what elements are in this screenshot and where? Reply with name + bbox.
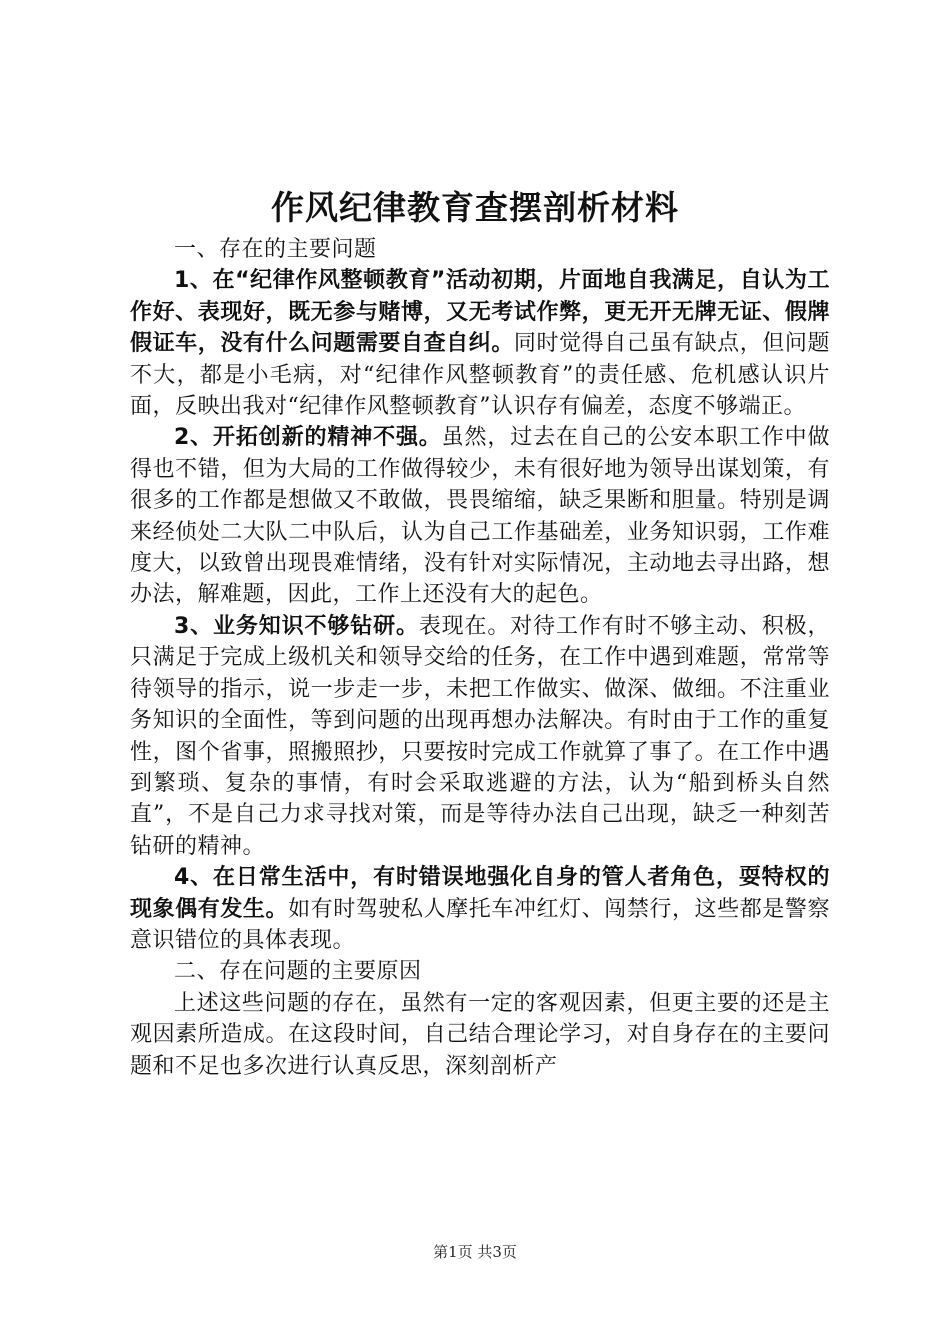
paragraph-lead: 2、开拓创新的精神不强。 <box>174 425 442 451</box>
page-footer: 第1页 共3页 <box>433 1243 517 1261</box>
paragraph-item-1 <box>130 265 830 422</box>
document-body <box>130 234 830 1082</box>
paragraph-text: 表现在。对待工作有时不够主动、积极，只满足于完成上级机关和领导交给的任务，在工作中遇到难题，常常等待领导的指示，说一步走一步，未把工作做实、做深、做细。不注重业务知识的全面性，等到问题的出现再想办法解决。有时由于工作的重复性，图个省事，照搬照抄，只要按时完成工作就算了事了。在工作中遇到繁琐、复杂的事情，有时会采取逃避的方法，认为“船到桥头自然直”，不是自己力求寻找对策，而是等待办法自己出现，缺乏一种刻苦钻研的精神。 <box>130 613 830 859</box>
paragraph-item-3 <box>130 611 830 862</box>
paragraph-lead: 4、在日常生活中，有时错误地强化自身的管人者角色，耍特权的现象偶有发生。 <box>130 865 830 922</box>
paragraph-text: 虽然，过去在自己的公安本职工作中做得也不错，但为大局的工作做得较少，未有很好地为领导出谋划策，有很多的工作都是想做又不敢做，畏畏缩缩，缺乏果断和胆量。特别是调来经侦处二大队二中队后，认为自己工作基础差，业务知识弱，工作难度大，以致曾出现畏难情绪，没有针对实际情况，主动地去寻出路，想办法，解难题，因此，工作上还没有大的起色。 <box>130 425 830 608</box>
section-heading: 一、存在的主要问题 <box>174 237 377 262</box>
paragraph-lead: 3、业务知识不够钻研。 <box>174 613 419 639</box>
paragraph-cause: 上述这些问题的存在，虽然有一定的客观因素，但更主要的还是主观因素所造成。在这段时间，自己结合理论学习，对自身存在的主要问题和不足也多次进行认真反思，深刻剖析产 <box>130 990 830 1079</box>
paragraph-lead: 1、在“纪律作风整顿教育”活动初期，片面地自我满足，自认为工作好、表现好，既无参与赌博，又无考试作弊，更无开无牌无证、假牌假证车，没有什么问题需要自查自纠。 <box>130 268 830 357</box>
paragraph-item-4 <box>130 862 830 956</box>
paragraph-item-2 <box>130 422 830 610</box>
section-heading: 二、存在问题的主要原因 <box>174 959 422 985</box>
paragraph-text: 同时觉得自己虽有缺点，但问题不大，都是小毛病，对“纪律作风整顿教育”的责任感、危机感认识片面，反映出我对“纪律作风整顿教育”认识存有偏差，态度不够端正。 <box>130 331 830 420</box>
paragraph-text: 如有时驾驶私人摩托车冲红灯、闯禁行，这些都是警察意识错位的具体表现。 <box>130 896 830 953</box>
document-title: 作风纪律教育查摆剖析材料 <box>271 188 679 227</box>
